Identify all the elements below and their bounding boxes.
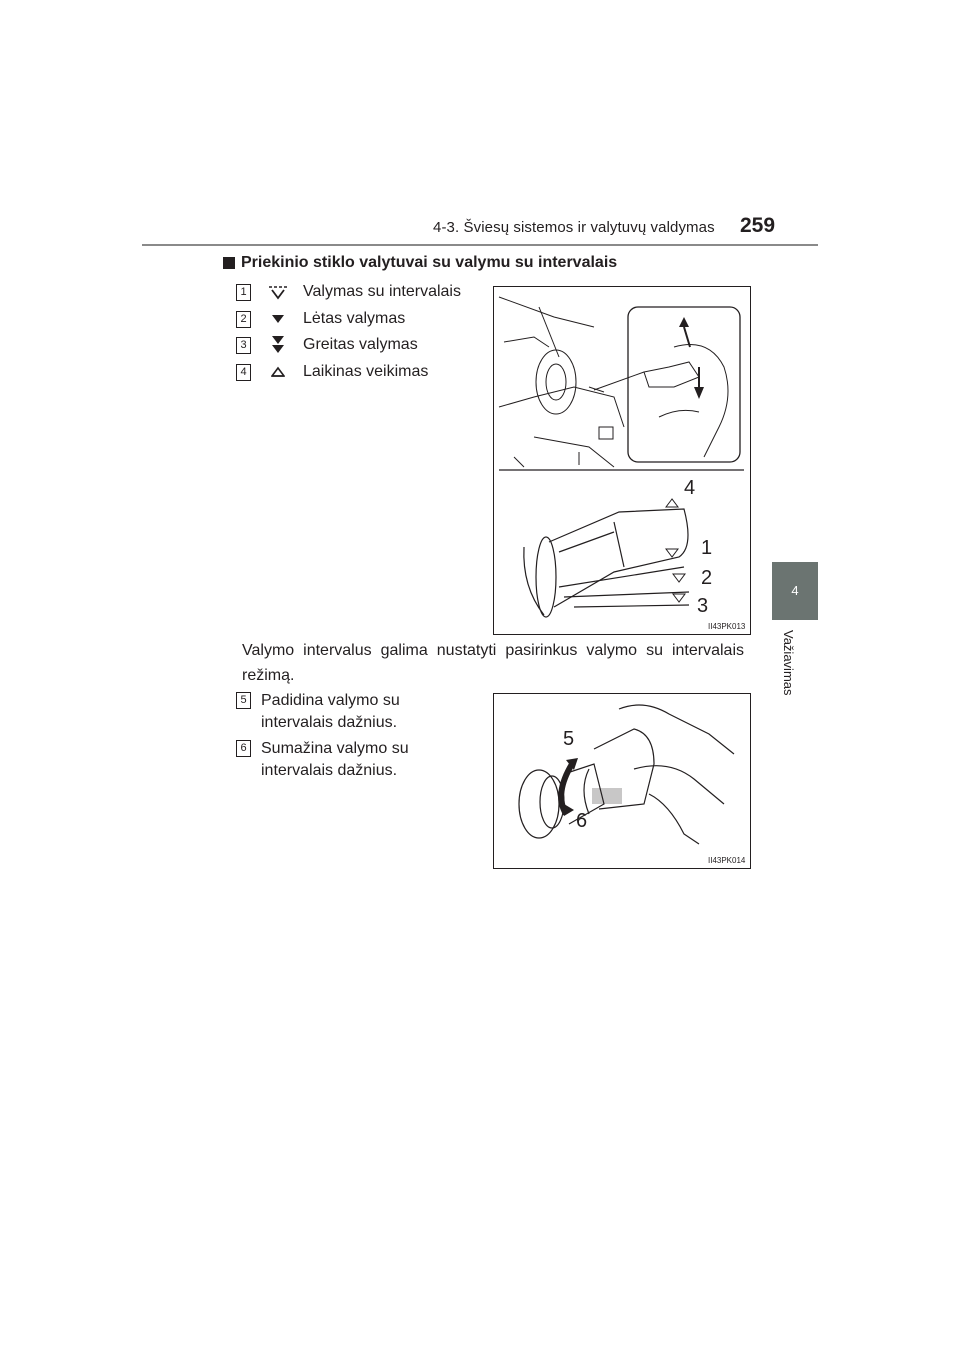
double-chevron-down-icon bbox=[263, 336, 293, 354]
bullet-square-icon bbox=[223, 257, 235, 269]
chevron-up-outline-icon bbox=[263, 363, 293, 381]
mode-item-2 bbox=[236, 310, 405, 328]
wiper-lever-figure bbox=[493, 286, 751, 635]
figure-code: II43PK013 bbox=[708, 622, 746, 631]
header-divider bbox=[142, 244, 818, 246]
interval-dial-illustration bbox=[494, 694, 750, 868]
callout-1: 1 bbox=[701, 537, 713, 559]
adjust-line-1: Sumažina valymo su bbox=[261, 740, 409, 757]
interval-dial-figure bbox=[493, 693, 751, 869]
callout-5: 5 bbox=[563, 728, 575, 750]
single-chevron-down-icon bbox=[263, 310, 293, 328]
chapter-label: Važiavimas bbox=[781, 630, 796, 696]
header-section-title: 4-3. Šviesų sistemos ir valytuvų valdymas bbox=[433, 219, 715, 236]
number-badge: 3 bbox=[236, 337, 251, 354]
callout-6: 6 bbox=[576, 810, 588, 832]
interval-paragraph: Valymo intervalus galima nustatyti pasirinkus valymo su intervalais režimą. bbox=[242, 642, 744, 684]
mode-item-4 bbox=[236, 363, 428, 381]
adjust-line-2: intervalais dažnius. bbox=[261, 714, 398, 731]
adjust-line-2: intervalais dažnius. bbox=[261, 762, 398, 779]
callout-4: 4 bbox=[684, 477, 696, 499]
adjust-line-1: Padidina valymo su bbox=[261, 692, 400, 709]
intermittent-wipe-icon bbox=[263, 283, 293, 301]
adjust-item-5 bbox=[236, 690, 400, 734]
page-number: 259 bbox=[740, 214, 776, 237]
chapter-tab: 4 bbox=[772, 562, 818, 620]
section-heading bbox=[223, 254, 617, 272]
number-badge: 5 bbox=[236, 692, 251, 709]
mode-item-1 bbox=[236, 283, 461, 301]
number-badge: 6 bbox=[236, 740, 251, 757]
callout-3: 3 bbox=[697, 595, 709, 617]
mode-label: Valymas su intervalais bbox=[303, 283, 461, 300]
section-heading-text: Priekinio stiklo valytuvai su valymu su intervalais bbox=[241, 254, 618, 271]
adjust-item-6 bbox=[236, 738, 409, 782]
mode-label: Greitas valymas bbox=[303, 336, 418, 353]
number-badge: 1 bbox=[236, 284, 251, 301]
number-badge: 4 bbox=[236, 364, 251, 381]
number-badge: 2 bbox=[236, 311, 251, 328]
mode-item-3 bbox=[236, 336, 418, 354]
figure-code: II43PK014 bbox=[708, 856, 746, 865]
callout-2: 2 bbox=[701, 567, 713, 589]
mode-label: Lėtas valymas bbox=[303, 310, 406, 327]
mode-label: Laikinas veikimas bbox=[303, 363, 429, 380]
